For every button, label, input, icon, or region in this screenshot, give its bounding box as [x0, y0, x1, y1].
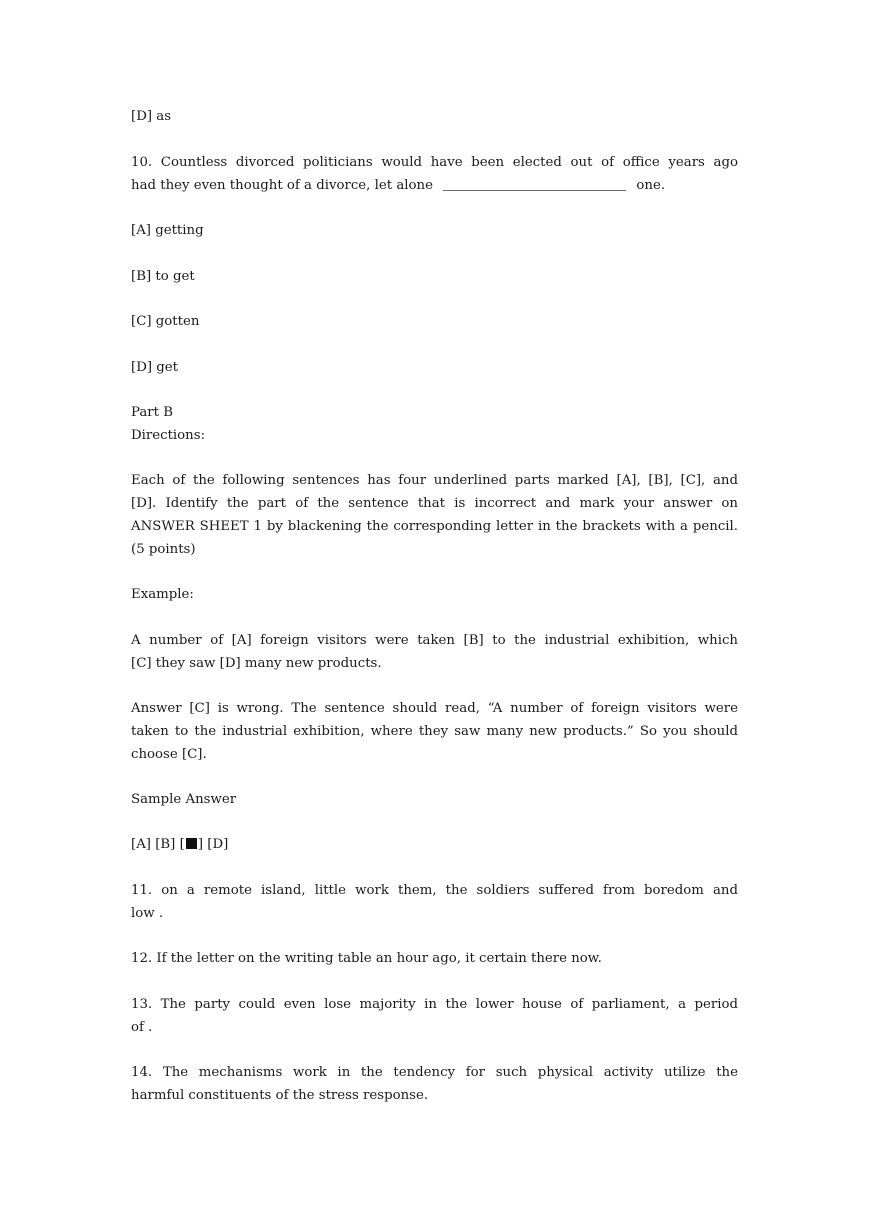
- question-line: 14. The mechanisms work in the tendency for such physical activity utilize the: [131, 1065, 738, 1080]
- directions-line: ANSWER SHEET 1 by blackening the corresponding letter in the brackets with a pencil.: [131, 519, 738, 534]
- sample-option-b: [B]: [155, 837, 176, 852]
- directions-label: Directions:: [131, 428, 206, 443]
- directions-line: Each of the following sentences has four underlined parts marked [A], [B], [C], and: [131, 473, 738, 488]
- q10-stem-line-1: 10. Countless divorced politicians would have been elected out of office years ago: [131, 155, 738, 170]
- sample-answer-label: Sample Answer: [131, 792, 237, 807]
- filled-square-icon: [186, 838, 197, 849]
- answer-line: Answer [C] is wrong. The sentence should read, “A number of foreign visitors were: [131, 701, 738, 716]
- bracket-close: ]: [197, 837, 204, 852]
- q10-stem-line-2: [131, 174, 738, 197]
- question-line: low .: [131, 906, 164, 921]
- question-line: 13. The party could even lose majority in the lower house of parliament, a period: [131, 997, 738, 1012]
- answer-blank: [443, 176, 626, 191]
- directions-paragraph: [131, 469, 738, 561]
- q10-stem-end: one.: [636, 178, 666, 193]
- directions-line: [D]. Identify the part of the sentence that is incorrect and mark your answer on: [131, 496, 738, 511]
- example-sentence: [131, 629, 738, 675]
- question-line: of .: [131, 1020, 153, 1035]
- example-line: [C] they saw [D] many new products.: [131, 656, 382, 671]
- q9-option-d: [D] as: [131, 109, 172, 124]
- question-12: 12. If the letter on the writing table an hour ago, it certain there now.: [131, 951, 602, 966]
- question-14: [131, 1061, 738, 1107]
- sample-option-c: [180, 837, 203, 852]
- question-line: 11. on a remote island, little work them, the soldiers suffered from boredom and: [131, 883, 738, 898]
- q10-option-c: [C] gotten: [131, 314, 200, 329]
- bracket-open: [: [179, 837, 185, 852]
- sample-option-d: [D]: [207, 837, 229, 852]
- directions-line: (5 points): [131, 542, 196, 557]
- question-line: harmful constituents of the stress response.: [131, 1088, 429, 1103]
- example-line: A number of [A] foreign visitors were taken [B] to the industrial exhibition, which: [131, 633, 738, 648]
- q10-option-a: [A] getting: [131, 223, 204, 238]
- question-13: [131, 993, 738, 1039]
- q10-option-d: [D] get: [131, 360, 178, 375]
- part-b-heading: Part B: [131, 405, 173, 420]
- q10-stem-text: had they even thought of a divorce, let alone: [131, 178, 433, 193]
- sample-answer-row: [131, 833, 228, 856]
- example-answer-explanation: [131, 697, 738, 766]
- question-11: [131, 879, 738, 925]
- answer-line: taken to the industrial exhibition, where they saw many new products.” So you should: [131, 724, 738, 739]
- example-label: Example:: [131, 587, 194, 602]
- sample-option-a: [A]: [131, 837, 151, 852]
- q10-option-b: [B] to get: [131, 269, 195, 284]
- answer-line: choose [C].: [131, 747, 207, 762]
